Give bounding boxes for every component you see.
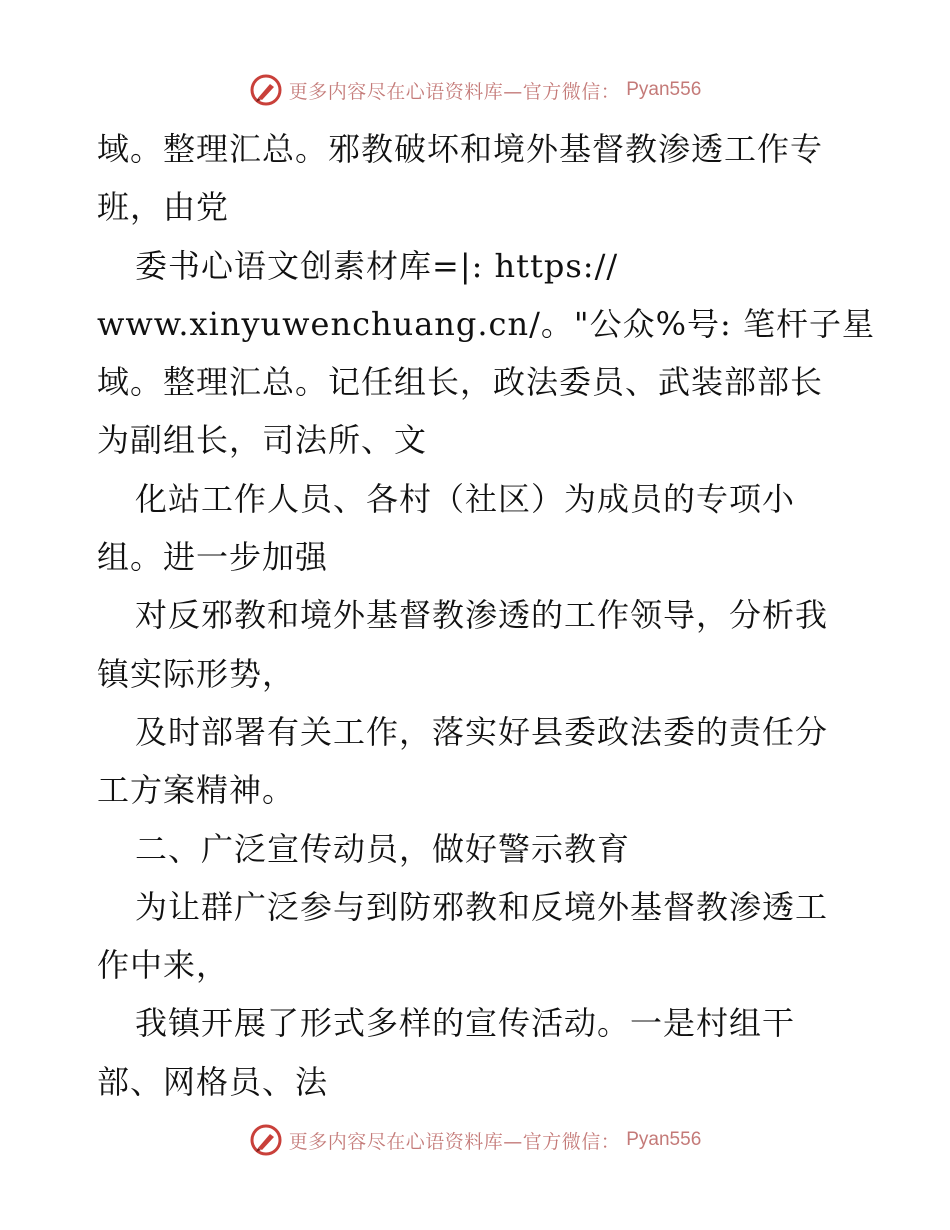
- body-line: 及时部署有关工作，落实好县委政法委的责任分: [135, 712, 829, 751]
- wechat-handle: Pyan556: [626, 1129, 702, 1150]
- body-line: 域。整理汇总。记任组长，政法委员、武装部部长: [97, 363, 824, 402]
- body-line: 部、网格员、法: [97, 1062, 329, 1101]
- body-line: 域。整理汇总。邪教破坏和境外基督教渗透工作专: [97, 130, 824, 168]
- body-line: 组。进一步加强: [97, 538, 329, 577]
- body-line: 我镇开展了形式多样的宣传活动。一是村组干: [135, 1004, 796, 1043]
- footer-banner: [0, 1120, 950, 1160]
- body-line: 镇实际形势，: [97, 654, 296, 693]
- body-line: www.xinyuwenchuang.cn/。"公众%号: 笔杆子星: [97, 304, 875, 343]
- body-line: 工方案精神。: [97, 771, 296, 810]
- body-line: 委书心语文创素材库=|: https://: [135, 246, 619, 285]
- section-heading: 二、广泛宣传动员，做好警示教育: [135, 829, 631, 868]
- body-line: 班，由党: [97, 188, 230, 227]
- body-line: 对反邪教和境外基督教渗透的工作领导，分析我: [135, 596, 829, 635]
- banner-text: 更多内容尽在心语资料库—官方微信：: [288, 80, 621, 103]
- body-line: 为副组长，司法所、文: [97, 421, 428, 460]
- pen-circle-icon: [249, 73, 283, 107]
- body-line: 为让群广泛参与到防邪教和反境外基督教渗透工: [135, 887, 829, 926]
- body-line: 化站工作人员、各村（社区）为成员的专项小: [135, 479, 796, 518]
- banner-text: 更多内容尽在心语资料库—官方微信：: [288, 1130, 621, 1153]
- pen-circle-icon: [249, 1123, 283, 1157]
- wechat-handle: Pyan556: [626, 79, 702, 100]
- body-line: 作中来，: [97, 946, 230, 985]
- document-body: [97, 120, 875, 1111]
- header-banner: [0, 70, 950, 110]
